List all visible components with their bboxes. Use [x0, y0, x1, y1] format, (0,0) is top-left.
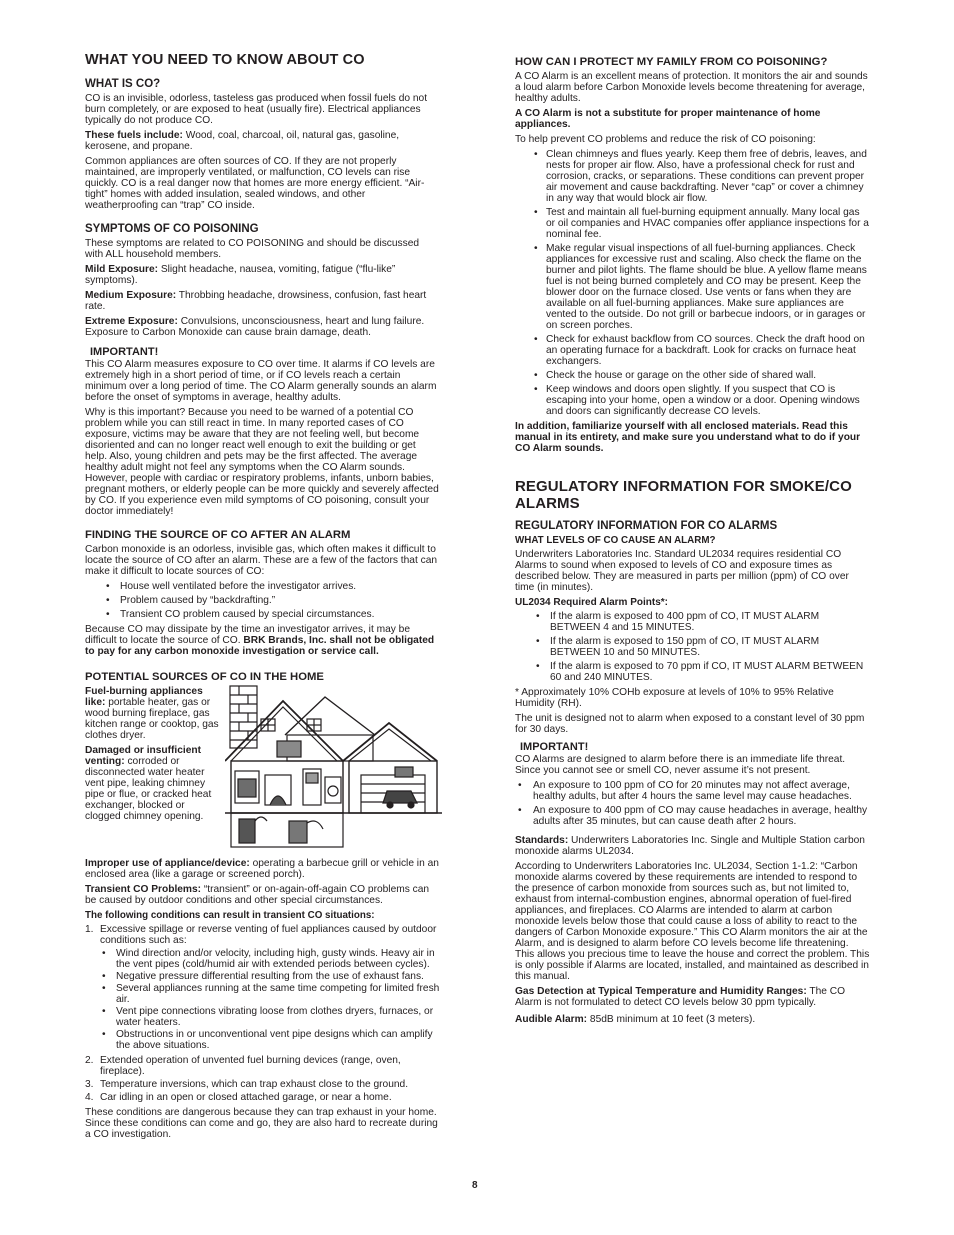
extreme-text: Convulsions, unconsciousness, heart and lung failure. Exposure to Carbon Monoxide can cause brain damage, death. — [85, 316, 425, 338]
list-item: 1. Excessive spillage or reverse venting of fuel appliances caused by outdoor conditions such as: • Wind direction and/or velocity, including high, gusty winds. Heavy air in the vent pipes (cold/humid air with extended periods between cycles). • Negative pressure differential resulting from the use of exhaust fans. • Several appliances running at the same time competing for limited fresh air. • Vent pipe connections vibrating loose from clothes dryers, furnaces, or water heaters. • Obstructions in or unconventional vent pipe designs which can amplify the above situations. — [85, 924, 440, 1051]
what-is-co-text: CO is an invisible, odorless, tasteless gas produced when fossil fuels do not burn completely, or are exposed to heat (usually fire). Electrical appliances typically do not produce CO. — [85, 93, 428, 126]
finding-outro-text: Because CO may dissipate by the time an investigator arrives, it may be difficult to locate the source of CO. — [85, 624, 411, 646]
transient-problems — [85, 884, 440, 906]
conditions-list — [85, 924, 440, 1103]
protect-p3: To help prevent CO problems and reduce the risk of CO poisoning: — [515, 134, 816, 145]
list-item: • If the alarm is exposed to 400 ppm of CO, IT MUST ALARM BETWEEN 4 and 15 MINUTES. — [515, 611, 870, 633]
common-appliances-text: Common appliances are often sources of CO. If they are not properly maintained, are improperly ventilated, or malfunction, CO levels can rise quickly. CO is a real danger now that homes are more energy efficient. “Air-tight” homes with added insulation, sealed windows, and other weatherproofing can “trap” CO inside. — [85, 156, 425, 211]
audible-label: Audible Alarm: — [515, 1014, 588, 1025]
symptoms-intro: These symptoms are related to CO POISONING and should be discussed with ALL household members. — [85, 238, 420, 260]
standards-label: Standards: — [515, 835, 569, 846]
standards-paragraph — [515, 835, 870, 857]
protect-p2 — [515, 108, 870, 130]
important-p2: Why is this important? Because you need to be warned of a potential CO problem while you can still react in time. In many reported cases of CO exposure, victims may be aware that they are not feeling well, but become disoriented and can no longer react well enough to exit the building or get help. Also, young children and pets may be the first affected. The average healthy adult might not feel any symptoms when the CO Alarm sounds. However, people with cardiac or respiratory problems, infants, unborn babies, pregnant mothers, or elderly people can be more quickly and severely affected by CO. If you experience even mild symptoms of CO poisoning, consult your doctor immediately! — [85, 407, 439, 517]
list-item: • If the alarm is exposed to 150 ppm of CO, IT MUST ALARM BETWEEN 10 and 50 MINUTES. — [515, 636, 870, 658]
fuel-text: portable heater, gas or wood burning fireplace, gas kitchen range or cooktop, gas clothes dryer. — [85, 697, 219, 741]
footnote-cohb: * Approximately 10% COHb exposure at levels of 10% to 95% Relative Humidity (RH). — [515, 687, 834, 709]
list-item: • Make regular visual inspections of all fuel-burning appliances. Check appliances for excessive rust and scaling. Also check the flame on the burner and pilot lights. The flame should be blue. A yellow flame means fuel is not being burned completely and CO may be present. Keep the blower door on the furnace closed. Use vents or fans when they are available on all fuel-burning appliances. Make sure appliances are vented to the outside. Do not grill or barbecue indoors, or in garages or on screen porches. — [515, 243, 870, 331]
list-item: • An exposure to 100 ppm of CO for 20 minutes may not affect average, healthy adults, but after 4 hours the same level may cause headaches. — [515, 780, 870, 802]
list-item: • An exposure to 400 ppm of CO may cause headaches in average, healthy adults after 35 minutes, but can cause death after 2 hours. — [515, 805, 870, 827]
gas-detection-paragraph — [515, 986, 870, 1008]
list-item: • Test and maintain all fuel-burning equipment annually. Many local gas or oil companies and HVAC companies offer appliance inspections for a nominal fee. — [515, 207, 870, 240]
list-item: • Problem caused by “backdrafting.” — [85, 595, 440, 606]
audible-alarm-paragraph — [515, 1014, 870, 1025]
heading-protect-family: HOW CAN I PROTECT MY FAMILY FROM CO POISONING? — [515, 56, 828, 68]
heading-what-levels: WHAT LEVELS OF CO CAUSE AN ALARM? — [515, 535, 716, 546]
list-item: • Vent pipe connections vibrating loose from clothes dryers, furnaces, or water heaters. — [100, 1006, 440, 1028]
heading-finding-source: FINDING THE SOURCE OF CO AFTER AN ALARM — [85, 529, 351, 541]
constant-level-text: The unit is designed not to alarm when exposed to a constant level of 30 ppm for 30 days. — [515, 713, 865, 735]
alarm-points-heading: UL2034 Required Alarm Points*: — [515, 597, 669, 608]
damaged-label: Damaged or insufficient venting: — [85, 745, 202, 767]
threat-list — [515, 780, 870, 827]
list-item: • Check the house or garage on the other side of shared wall. — [515, 370, 870, 381]
fuel-label: Fuel-burning appliances like: — [85, 686, 203, 708]
finding-list — [85, 581, 440, 620]
list-item: • Obstructions in or unconventional vent pipe designs which can amplify the above situations. — [100, 1029, 440, 1051]
protect-p2-bold: A CO Alarm is not a substitute for proper maintenance of home appliances. — [515, 108, 821, 130]
important-label-right: IMPORTANT! — [520, 741, 589, 753]
gas-text: The CO Alarm is not formulated to detect CO levels below 30 ppm typically. — [515, 986, 846, 1008]
transient-text: “transient” or on-again-off-again CO problems can be caused by outdoor conditions and other special circumstances. — [85, 884, 430, 906]
section-title-regulatory: REGULATORY INFORMATION FOR SMOKE/CO ALARMS — [515, 478, 852, 512]
fuels-text: Wood, coal, charcoal, oil, natural gas, gasoline, kerosene, and propane. — [85, 130, 400, 152]
protect-p1: A CO Alarm is an excellent means of protection. It monitors the air and sounds a loud alarm before Carbon Monoxide levels become threatening for average, healthy adults. — [515, 71, 868, 104]
conditions-heading: The following conditions can result in transient CO situations: — [85, 910, 375, 921]
important-label-left: IMPORTANT! — [90, 346, 159, 358]
transient-label: Transient CO Problems: — [85, 884, 202, 895]
finding-intro: Carbon monoxide is an odorless, invisible gas, which often makes it difficult to locate the source of CO after an alarm. These are a few of the factors that can make it difficult to locate sources of CO: — [85, 544, 438, 577]
mild-exposure — [85, 264, 440, 286]
finding-outro-bold: BRK Brands, Inc. shall not be obligated to pay for any carbon monoxide investigation or service call. — [85, 635, 435, 657]
alarm-points-list — [515, 611, 870, 683]
important-p1: This CO Alarm measures exposure to CO over time. It alarms if CO levels are extremely high in a short period of time, or if CO levels reach a certain minimum over a long period of time. The CO Alarm generally sounds an alarm before the onset of symptoms in average, healthy adults. — [85, 359, 437, 403]
list-item: • House well ventilated before the investigator arrives. — [85, 581, 440, 592]
finding-outro — [85, 624, 440, 657]
sources-block — [85, 686, 440, 858]
list-item: 3. Temperature inversions, which can trap exhaust close to the ground. — [85, 1079, 409, 1090]
list-item: 4. Car idling in an open or closed attached garage, or near a home. — [85, 1092, 392, 1103]
improper-use — [85, 858, 440, 880]
extreme-label: Extreme Exposure: — [85, 316, 178, 327]
heading-what-is-co: WHAT IS CO? — [85, 78, 161, 90]
improper-label: Improper use of appliance/device: — [85, 858, 250, 869]
damaged-text: corroded or disconnected water heater vent pipe, leaking chimney pipe or flue, or cracked heat exchanger, blocked or clogged chimney opening. — [85, 756, 212, 822]
list-item: • Several appliances running at the same time competing for limited fresh air. — [100, 983, 440, 1005]
right-column — [515, 56, 870, 1029]
list-item: • Transient CO problem caused by special circumstances. — [85, 609, 440, 620]
page-number: 8 — [472, 1180, 478, 1191]
mild-text: Slight headache, nausea, vomiting, fatigue (“flu-like” symptoms). — [85, 264, 396, 286]
list-item: • Negative pressure differential resulting from the use of exhaust fans. — [100, 971, 440, 982]
according-paragraph: According to Underwriters Laboratories Inc. UL2034, Section 1-1.2: “Carbon monoxide alarms covered by these requirements are intended to respond to the presence of carbon monoxide from sources such as, but not limited to, exhaust from internal-combustion engines, abnormal operation of fuel-fired appliances, and fireplaces. CO Alarms are intended to alarm at carbon monoxide levels below those that could cause a loss of ability to react to the dangers of Carbon Monoxide exposure.” This CO Alarm monitors the air at the Alarm, and is designed to alarm before CO levels become life threatening. This allows you precious time to leave the house and correct the problem. This is only possible if Alarms are located, installed, and maintained as described in this manual. — [515, 861, 870, 982]
improper-text: operating a barbecue grill or vehicle in an enclosed area (like a garage or screened porch). — [85, 858, 439, 880]
important-right-text: CO Alarms are designed to alarm before there is an immediate life threat. Since you cannot see or smell CO, never assume it’s not present. — [515, 754, 846, 776]
left-column — [85, 52, 440, 1144]
protect-list — [515, 149, 870, 417]
heading-potential-sources: POTENTIAL SOURCES OF CO IN THE HOME — [85, 671, 324, 683]
fuel-appliances — [85, 686, 222, 741]
section-title-co: WHAT YOU NEED TO KNOW ABOUT CO — [85, 52, 365, 68]
list-item: • Wind direction and/or velocity, including high, gusty winds. Heavy air in the vent pipes (cold/humid air with extended periods between cycles). — [100, 948, 440, 970]
list-item: • Keep windows and doors open slightly. If you suspect that CO is escaping into your home, open a window or a door. Opening windows and doors can significantly decrease CO levels. — [515, 384, 870, 417]
audible-text: 85dB minimum at 10 feet (3 meters). — [587, 1014, 756, 1025]
medium-text: Throbbing headache, drowsiness, confusion, fast heart rate. — [85, 290, 427, 312]
damaged-venting — [85, 745, 222, 822]
ul2034-text: Underwriters Laboratories Inc. Standard UL2034 requires residential CO Alarms to sound when exposed to levels of CO and exposure times as described below. They are measured in parts per million (ppm) of CO over time (in minutes). — [515, 549, 849, 593]
extreme-exposure — [85, 316, 440, 338]
heading-regulatory-co: REGULATORY INFORMATION FOR CO ALARMS — [515, 520, 778, 532]
mild-label: Mild Exposure: — [85, 264, 159, 275]
conditions-closing: These conditions are dangerous because they can trap exhaust in your home. Since these conditions can come and go, they are also hard to recreate during a CO investigation. — [85, 1107, 438, 1140]
list-item: 2. Extended operation of unvented fuel burning devices (range, oven, fireplace). — [85, 1055, 401, 1077]
list-item: • Clean chimneys and flues yearly. Keep them free of debris, leaves, and nests for proper air flow. Also, have a professional check for rust and corrosion, cracks, or separations. These conditions can prevent proper air movement and cause backdrafting. Never “cap” or cover a chimney in any way that would block air flow. — [515, 149, 870, 204]
gas-label: Gas Detection at Typical Temperature and Humidity Ranges: — [515, 986, 807, 997]
protect-closing-bold: In addition, familiarize yourself with all enclosed materials. Read this manual in its entirety, and make sure you understand what to do if your CO Alarm sounds. — [515, 421, 861, 454]
fuels-paragraph — [85, 130, 440, 152]
standards-text: Underwriters Laboratories Inc. Single and Multiple Station carbon monoxide alarms UL2034. — [515, 835, 865, 857]
list-item: • Check for exhaust backflow from CO sources. Check the draft hood on an operating furnace for a backdraft. Look for cracks on furnace heat exchangers. — [515, 334, 870, 367]
fuels-label: These fuels include: — [85, 130, 183, 141]
protect-closing — [515, 421, 870, 454]
list-item: • If the alarm is exposed to 70 ppm if CO, IT MUST ALARM BETWEEN 60 and 240 MINUTES. — [515, 661, 870, 683]
conditions-sublist — [100, 948, 440, 1051]
medium-exposure — [85, 290, 440, 312]
heading-symptoms: SYMPTOMS OF CO POISONING — [85, 223, 259, 235]
house-illustration — [225, 683, 442, 848]
medium-label: Medium Exposure: — [85, 290, 177, 301]
